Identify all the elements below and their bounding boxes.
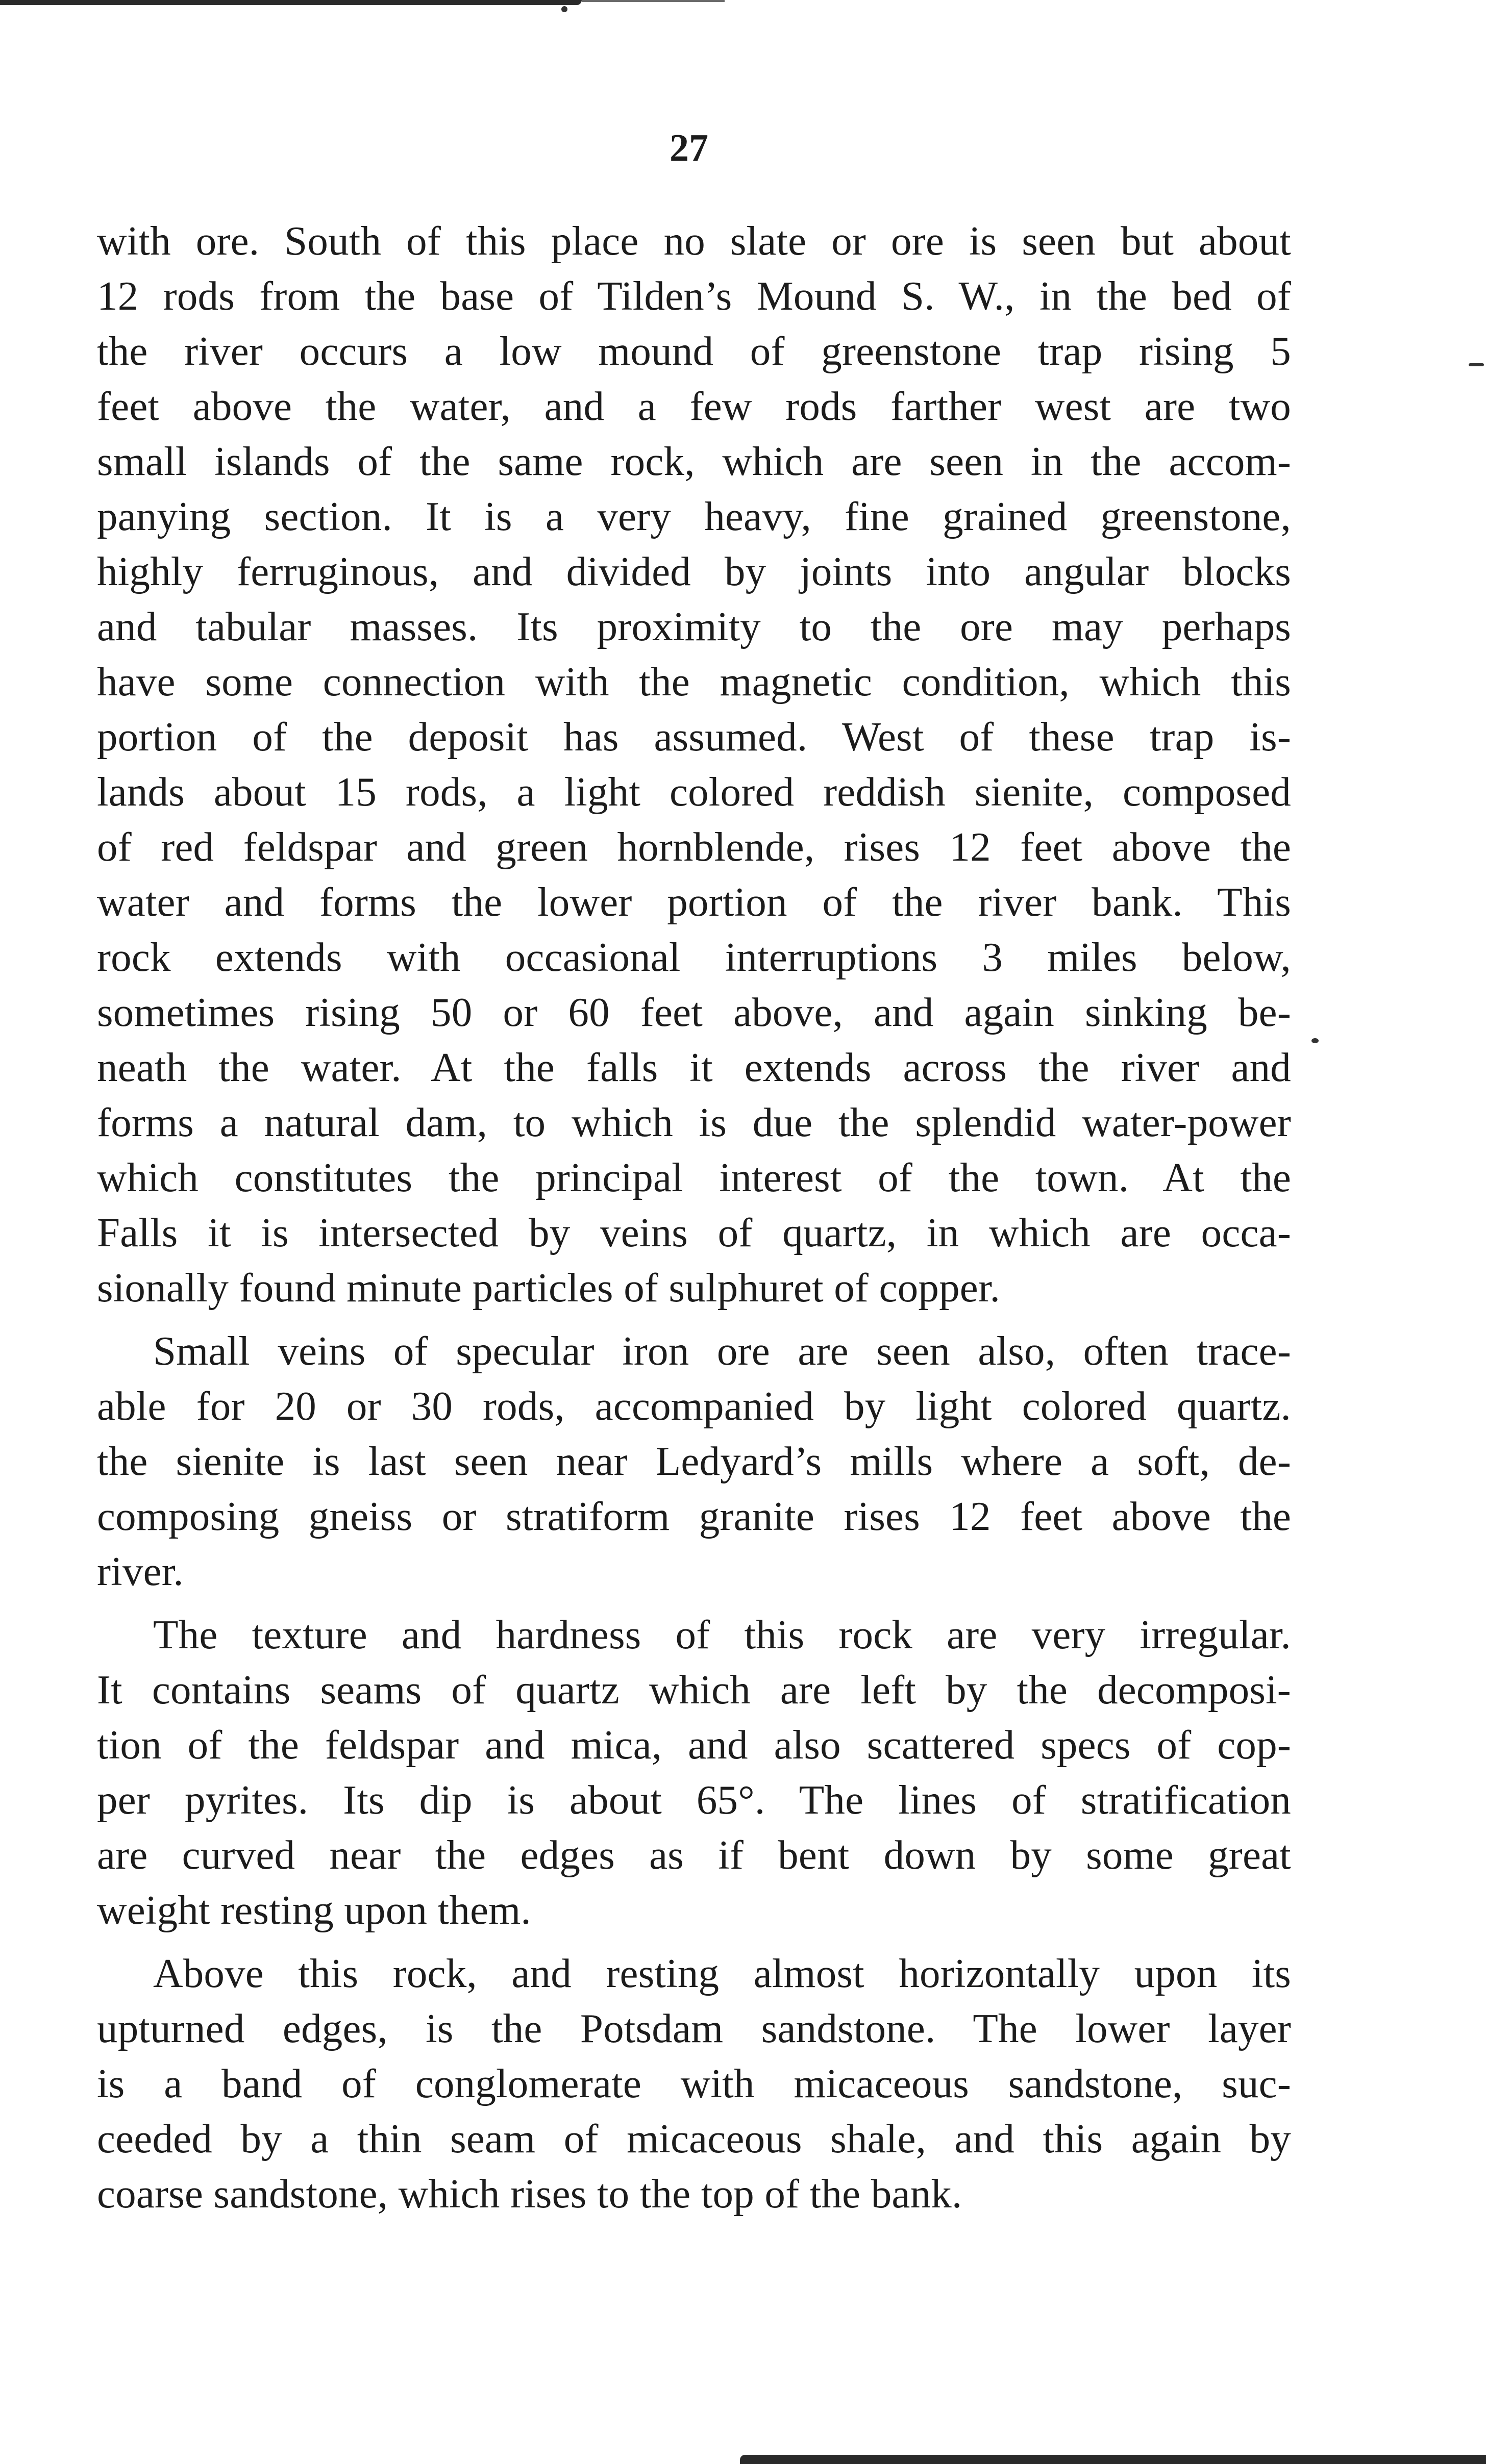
- text-line: have some connection with the magnetic condition, which this: [97, 659, 1291, 705]
- text-line: The texture and hardness of this rock are very irregular.: [153, 1612, 1291, 1657]
- text-line: Above this rock, and resting almost horizontally upon its: [153, 1950, 1291, 1996]
- text-line: ceeded by a thin seam of micaceous shale, and this again by: [97, 2116, 1291, 2161]
- paragraph-3: [97, 1607, 1291, 1938]
- text-line: river.: [97, 1548, 184, 1594]
- text-line: is a band of conglomerate with micaceous sandstone, suc-: [97, 2060, 1291, 2106]
- text-line: forms a natural dam, to which is due the splendid water-power: [97, 1099, 1291, 1145]
- text-line: It contains seams of quartz which are left by the decomposi-: [97, 1667, 1291, 1713]
- text-line: coarse sandstone, which rises to the top of the bank.: [97, 2171, 962, 2217]
- text-line: upturned edges, is the Potsdam sandstone. The lower layer: [97, 2005, 1291, 2051]
- text-line: feet above the water, and a few rods farther west are two: [97, 383, 1291, 429]
- text-line: which constitutes the principal interest of the town. At the: [97, 1154, 1291, 1200]
- scan-edge-top-thin: [582, 0, 725, 2]
- text-line: 12 rods from the base of Tilden’s Mound S. W., in the bed of: [97, 273, 1291, 319]
- text-line: panying section. It is a very heavy, fine grained greenstone,: [97, 493, 1291, 539]
- text-line: the river occurs a low mound of greenstone trap rising 5: [97, 328, 1291, 374]
- paragraph-gap: [97, 1938, 1291, 1946]
- text-line: sometimes rising 50 or 60 feet above, and again sinking be-: [97, 989, 1291, 1035]
- text-line: the sienite is last seen near Ledyard’s mills where a soft, de-: [97, 1438, 1291, 1484]
- text-line: composing gneiss or stratiform granite rises 12 feet above the: [97, 1493, 1291, 1539]
- text-line: water and forms the lower portion of the river bank. This: [97, 879, 1291, 925]
- paragraph-4: [97, 1946, 1291, 2221]
- paragraph-gap: [97, 1315, 1291, 1323]
- text-line: neath the water. At the falls it extends across the river and: [97, 1044, 1291, 1090]
- body-text: [97, 213, 1291, 2221]
- paragraph-2: [97, 1323, 1291, 1599]
- page-number: 27: [670, 127, 708, 169]
- text-line: are curved near the edges as if bent down by some great: [97, 1832, 1291, 1878]
- text-line: able for 20 or 30 rods, accompanied by light colored quartz.: [97, 1383, 1291, 1429]
- paragraph-gap: [97, 1599, 1291, 1607]
- text-line: with ore. South of this place no slate or ore is seen but about: [97, 218, 1291, 264]
- ink-speck: [561, 6, 567, 12]
- text-line: tion of the feldspar and mica, and also scattered specs of cop-: [97, 1722, 1291, 1768]
- scan-edge-top: [0, 0, 582, 5]
- text-line: Falls it is intersected by veins of quartz, in which are occa-: [97, 1210, 1291, 1255]
- scan-edge-bottom: [740, 2455, 1486, 2464]
- ink-speck: [1311, 1038, 1319, 1043]
- text-line: small islands of the same rock, which are seen in the accom-: [97, 438, 1291, 484]
- paragraph-1: [97, 213, 1291, 1315]
- text-line: lands about 15 rods, a light colored reddish sienite, composed: [97, 769, 1291, 815]
- text-line: per pyrites. Its dip is about 65°. The lines of stratification: [97, 1777, 1291, 1823]
- text-line: and tabular masses. Its proximity to the ore may perhaps: [97, 604, 1291, 649]
- text-line: of red feldspar and green hornblende, rises 12 feet above the: [97, 824, 1291, 870]
- text-line: sionally found minute particles of sulphuret of copper.: [97, 1265, 1001, 1311]
- text-line: Small veins of specular iron ore are seen also, often trace-: [153, 1328, 1291, 1374]
- text-line: portion of the deposit has assumed. West of these trap is-: [97, 714, 1291, 760]
- text-line: rock extends with occasional interruptions 3 miles below,: [97, 934, 1291, 980]
- text-line: highly ferruginous, and divided by joints into angular blocks: [97, 548, 1291, 594]
- ink-speck: [1469, 363, 1484, 366]
- text-line: weight resting upon them.: [97, 1887, 531, 1933]
